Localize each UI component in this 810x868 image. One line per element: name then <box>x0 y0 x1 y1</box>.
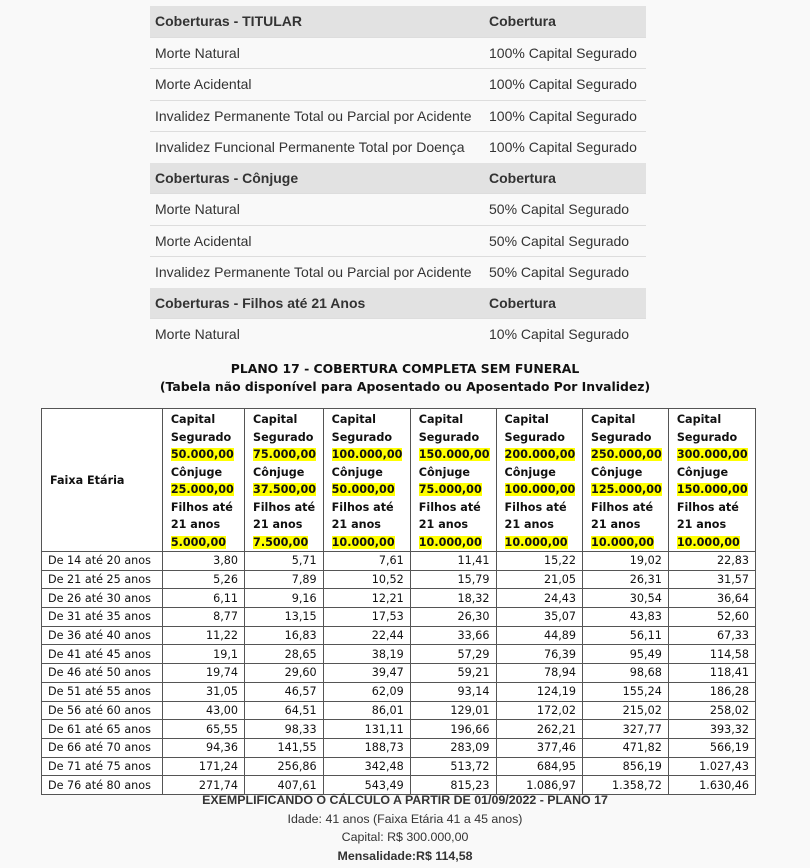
capital-amount: 250.000,00 <box>591 448 662 461</box>
plan-title: PLANO 17 - COBERTURA COMPLETA SEM FUNERAL <box>230 361 580 376</box>
monthly-price: 1.358,72 <box>583 776 669 795</box>
monthly-price: 283,09 <box>410 738 496 757</box>
monthly-price: 94,36 <box>162 738 244 757</box>
capital-amount-line <box>505 446 577 464</box>
monthly-price: 98,33 <box>245 720 324 739</box>
monthly-price: 377,46 <box>496 738 583 757</box>
monthly-price: 3,80 <box>162 552 244 571</box>
conjuge-amount: 150.000,00 <box>676 483 748 496</box>
monthly-price: 59,21 <box>410 664 496 683</box>
conjuge-label-line <box>171 464 238 482</box>
conjuge-label: Cônjuge <box>418 465 471 479</box>
conjuge-label: Cônjuge <box>504 465 556 479</box>
filhos-amount: 10.000,00 <box>591 535 655 549</box>
capital-label-line <box>591 411 662 429</box>
filhos-label-line <box>332 499 404 517</box>
coverage-name: Invalidez Permanente Total ou Parcial por Acidente <box>150 257 484 288</box>
segurado-label: Segurado <box>331 430 393 444</box>
monthly-price: 172,02 <box>496 701 583 720</box>
monthly-price: 393,32 <box>668 720 755 739</box>
monthly-price: 188,73 <box>323 738 410 757</box>
capital-label: Capital <box>676 413 722 426</box>
capital-column-header <box>583 409 669 552</box>
anos-label-line <box>171 516 238 534</box>
conjuge-amount: 75.000,00 <box>418 483 482 496</box>
anos-label: 21 anos <box>170 518 221 531</box>
anos-label-line <box>253 516 317 534</box>
monthly-price: 5,26 <box>162 570 244 589</box>
capital-label: Capital <box>253 413 298 426</box>
capital-amount: 150.000,00 <box>418 448 490 461</box>
capital-label-line <box>505 411 577 429</box>
filhos-amount-line <box>591 534 662 552</box>
monthly-price: 24,43 <box>496 589 583 608</box>
coverage-section-header <box>150 288 646 319</box>
segurado-label-line <box>171 429 238 447</box>
monthly-price: 196,66 <box>410 720 496 739</box>
monthly-price: 21,05 <box>496 570 583 589</box>
monthly-price: 13,15 <box>245 608 324 627</box>
segurado-label: Segurado <box>170 430 232 444</box>
monthly-price: 22,83 <box>668 552 755 571</box>
monthly-price: 43,00 <box>162 701 244 720</box>
capital-label-line <box>253 411 317 429</box>
capital-amount-line <box>591 446 662 464</box>
section-title: Coberturas - Cônjuge <box>150 163 484 194</box>
coverage-value: 100% Capital Segurado <box>484 100 646 132</box>
monthly-price: 52,60 <box>668 608 755 627</box>
monthly-price: 342,48 <box>323 757 410 776</box>
conjuge-amount: 25.000,00 <box>170 483 234 496</box>
monthly-price: 12,21 <box>323 589 410 608</box>
filhos-label-line <box>505 499 577 517</box>
coverage-name: Invalidez Permanente Total ou Parcial por Acidente <box>150 100 484 132</box>
filhos-label: Filhos até <box>253 500 316 514</box>
monthly-price: 46,57 <box>245 682 324 701</box>
filhos-amount-line <box>171 534 238 552</box>
monthly-price: 19,74 <box>162 664 244 683</box>
capital-label: Capital <box>418 413 464 426</box>
conjuge-amount-line <box>505 481 577 499</box>
conjuge-label-line <box>591 464 662 482</box>
capital-amount: 50.000,00 <box>170 448 234 461</box>
monthly-price: 258,02 <box>668 701 755 720</box>
coverage-section-header <box>150 163 646 194</box>
monthly-price: 31,57 <box>668 570 755 589</box>
price-row <box>42 757 756 776</box>
conjuge-label: Cônjuge <box>591 465 643 479</box>
monthly-price: 26,31 <box>583 570 669 589</box>
conjuge-amount-line <box>332 481 404 499</box>
monthly-price: 78,94 <box>496 664 583 683</box>
monthly-price: 7,89 <box>245 570 324 589</box>
capital-amount-line <box>253 446 317 464</box>
conjuge-amount: 100.000,00 <box>504 483 576 496</box>
capital-column-header <box>245 409 324 552</box>
monthly-price: 215,02 <box>583 701 669 720</box>
conjuge-label-line <box>677 464 749 482</box>
anos-label: 21 anos <box>331 518 381 531</box>
monthly-price: 6,11 <box>162 589 244 608</box>
monthly-price: 30,54 <box>583 589 669 608</box>
coverage-row <box>150 257 646 288</box>
price-row <box>42 552 756 571</box>
coverage-value: 100% Capital Segurado <box>484 132 646 163</box>
monthly-price: 262,21 <box>496 720 583 739</box>
price-row <box>42 626 756 645</box>
monthly-price: 93,14 <box>410 682 496 701</box>
monthly-price: 28,65 <box>245 645 324 664</box>
age-range: De 21 até 25 anos <box>42 570 163 589</box>
section-column-label: Cobertura <box>484 6 646 37</box>
capital-label: Capital <box>591 413 636 426</box>
conjuge-label: Cônjuge <box>253 465 305 479</box>
monthly-price: 19,1 <box>162 645 244 664</box>
coverage-name: Morte Natural <box>150 194 484 226</box>
segurado-label: Segurado <box>418 430 480 444</box>
monthly-price: 327,77 <box>583 720 669 739</box>
conjuge-amount: 50.000,00 <box>331 483 395 496</box>
monthly-price: 95,49 <box>583 645 669 664</box>
filhos-amount: 10.000,00 <box>676 535 740 549</box>
filhos-amount-line <box>677 534 749 552</box>
monthly-price: 566,19 <box>668 738 755 757</box>
anos-label: 21 anos <box>591 518 641 531</box>
monthly-price: 44,89 <box>496 626 583 645</box>
coverage-name: Invalidez Funcional Permanente Total por Doença <box>150 132 484 163</box>
coverage-row <box>150 319 646 350</box>
filhos-label: Filhos até <box>591 500 654 514</box>
filhos-label-line <box>591 499 662 517</box>
monthly-price: 1.086,97 <box>496 776 583 795</box>
age-range: De 51 até 55 anos <box>42 682 163 701</box>
conjuge-amount: 37.500,00 <box>253 483 317 496</box>
age-range: De 41 até 45 anos <box>42 645 163 664</box>
age-range: De 66 até 70 anos <box>42 738 163 757</box>
coverage-row <box>150 100 646 132</box>
capital-amount-line <box>677 446 749 464</box>
anos-label: 21 anos <box>253 518 303 531</box>
capital-label-line <box>677 411 749 429</box>
section-column-label: Cobertura <box>484 288 646 319</box>
example-title: EXEMPLIFICANDO O CÁLCULO A PARTIR DE 01/09/2022 - PLANO 17 <box>202 793 608 807</box>
anos-label: 21 anos <box>504 518 554 531</box>
monthly-price: 15,79 <box>410 570 496 589</box>
monthly-price: 856,19 <box>583 757 669 776</box>
monthly-price: 815,23 <box>410 776 496 795</box>
coverage-name: Morte Natural <box>150 37 484 69</box>
coverage-row <box>150 37 646 69</box>
segurado-label-line <box>677 429 749 447</box>
monthly-price: 11,22 <box>162 626 244 645</box>
capital-amount: 300.000,00 <box>676 448 748 461</box>
age-range: De 76 até 80 anos <box>42 776 163 795</box>
monthly-price: 684,95 <box>496 757 583 776</box>
conjuge-label-line <box>419 464 490 482</box>
monthly-price: 35,07 <box>496 608 583 627</box>
conjuge-amount-line <box>591 481 662 499</box>
coverage-value: 50% Capital Segurado <box>484 225 646 257</box>
coverage-value: 100% Capital Segurado <box>484 69 646 101</box>
price-row <box>42 608 756 627</box>
conjuge-label-line <box>332 464 404 482</box>
monthly-price: 39,47 <box>323 664 410 683</box>
coverage-value: 100% Capital Segurado <box>484 37 646 69</box>
filhos-label: Filhos até <box>676 500 739 514</box>
monthly-price: 33,66 <box>410 626 496 645</box>
monthly-price: 256,86 <box>245 757 324 776</box>
filhos-label-line <box>253 499 317 517</box>
monthly-price: 86,01 <box>323 701 410 720</box>
conjuge-label-line <box>253 464 317 482</box>
conjuge-label-line <box>505 464 577 482</box>
coverage-value: 50% Capital Segurado <box>484 257 646 288</box>
filhos-amount: 10.000,00 <box>418 535 482 549</box>
age-range-header: Faixa Etária <box>42 409 163 552</box>
monthly-price: 271,74 <box>162 776 244 795</box>
monthly-price: 36,64 <box>668 589 755 608</box>
age-range: De 36 até 40 anos <box>42 626 163 645</box>
example-calculation <box>0 791 810 865</box>
filhos-amount-line <box>253 534 317 552</box>
age-range: De 14 até 20 anos <box>42 552 163 571</box>
monthly-price: 26,30 <box>410 608 496 627</box>
capital-amount: 100.000,00 <box>331 448 403 461</box>
section-column-label: Cobertura <box>484 163 646 194</box>
coverage-row <box>150 194 646 226</box>
filhos-label-line <box>677 499 749 517</box>
monthly-price: 56,11 <box>583 626 669 645</box>
capital-column-header <box>323 409 410 552</box>
monthly-price: 155,24 <box>583 682 669 701</box>
monthly-price: 67,33 <box>668 626 755 645</box>
conjuge-amount-line <box>171 481 238 499</box>
capital-amount-line <box>171 446 238 464</box>
monthly-price: 5,71 <box>245 552 324 571</box>
segurado-label-line <box>505 429 577 447</box>
age-range: De 26 até 30 anos <box>42 589 163 608</box>
plan-title-block <box>0 360 810 396</box>
filhos-amount-line <box>505 534 577 552</box>
segurado-label: Segurado <box>253 430 314 444</box>
monthly-price: 98,68 <box>583 664 669 683</box>
conjuge-amount-line <box>253 481 317 499</box>
segurado-label-line <box>253 429 317 447</box>
capital-amount-line <box>419 446 490 464</box>
capital-label: Capital <box>331 413 376 426</box>
capital-label: Capital <box>170 413 216 426</box>
monthly-price: 19,02 <box>583 552 669 571</box>
segurado-label-line <box>591 429 662 447</box>
coverage-name: Morte Natural <box>150 319 484 350</box>
monthly-price: 186,28 <box>668 682 755 701</box>
conjuge-amount: 125.000,00 <box>591 483 662 496</box>
monthly-price: 1.630,46 <box>668 776 755 795</box>
coverage-name: Morte Acidental <box>150 225 484 257</box>
filhos-label: Filhos até <box>331 500 394 514</box>
capital-column-header <box>496 409 583 552</box>
filhos-amount: 7.500,00 <box>253 535 309 549</box>
price-row <box>42 589 756 608</box>
monthly-price: 31,05 <box>162 682 244 701</box>
monthly-price: 118,41 <box>668 664 755 683</box>
conjuge-label: Cônjuge <box>331 465 383 479</box>
filhos-label: Filhos até <box>418 500 481 514</box>
coverage-value: 10% Capital Segurado <box>484 319 646 350</box>
monthly-price: 171,24 <box>162 757 244 776</box>
monthly-price: 471,82 <box>583 738 669 757</box>
price-row <box>42 738 756 757</box>
monthly-price: 114,58 <box>668 645 755 664</box>
capital-label-line <box>419 411 490 429</box>
segurado-label: Segurado <box>676 430 738 444</box>
monthly-price: 407,61 <box>245 776 324 795</box>
monthly-price: 124,19 <box>496 682 583 701</box>
monthly-price: 9,16 <box>245 589 324 608</box>
filhos-amount: 10.000,00 <box>504 535 568 549</box>
coverage-row <box>150 132 646 163</box>
price-table-header-row <box>42 409 756 552</box>
monthly-price: 17,53 <box>323 608 410 627</box>
monthly-price: 64,51 <box>245 701 324 720</box>
price-table <box>41 408 756 795</box>
filhos-amount: 5.000,00 <box>170 535 227 549</box>
conjuge-label: Cônjuge <box>170 465 223 479</box>
coverage-row <box>150 225 646 257</box>
section-title: Coberturas - TITULAR <box>150 6 484 37</box>
monthly-price: 43,83 <box>583 608 669 627</box>
anos-label-line <box>505 516 577 534</box>
coverage-section-header <box>150 6 646 37</box>
price-row <box>42 701 756 720</box>
monthly-price: 18,32 <box>410 589 496 608</box>
anos-label: 21 anos <box>676 518 727 531</box>
coverage-row <box>150 69 646 101</box>
segurado-label-line <box>332 429 404 447</box>
monthly-price: 65,55 <box>162 720 244 739</box>
monthly-price: 29,60 <box>245 664 324 683</box>
price-row <box>42 682 756 701</box>
filhos-label: Filhos até <box>504 500 567 514</box>
monthly-price: 16,83 <box>245 626 324 645</box>
conjuge-label: Cônjuge <box>676 465 729 479</box>
filhos-amount-line <box>419 534 490 552</box>
example-monthly-fee: Mensalidade:R$ 114,58 <box>337 848 473 863</box>
age-range: De 71 até 75 anos <box>42 757 163 776</box>
plan-subtitle: (Tabela não disponível para Aposentado ou Aposentado Por Invalidez) <box>159 379 651 394</box>
example-capital: Capital: R$ 300.000,00 <box>341 830 469 844</box>
monthly-price: 1.027,43 <box>668 757 755 776</box>
anos-label-line <box>332 516 404 534</box>
monthly-price: 131,11 <box>323 720 410 739</box>
price-row <box>42 645 756 664</box>
price-row <box>42 570 756 589</box>
price-row <box>42 720 756 739</box>
coverage-name: Morte Acidental <box>150 69 484 101</box>
monthly-price: 15,22 <box>496 552 583 571</box>
capital-amount: 200.000,00 <box>504 448 576 461</box>
monthly-price: 8,77 <box>162 608 244 627</box>
monthly-price: 62,09 <box>323 682 410 701</box>
price-row <box>42 664 756 683</box>
conjuge-amount-line <box>419 481 490 499</box>
monthly-price: 513,72 <box>410 757 496 776</box>
anos-label-line <box>419 516 490 534</box>
anos-label: 21 anos <box>418 518 469 531</box>
capital-column-header <box>162 409 244 552</box>
monthly-price: 38,19 <box>323 645 410 664</box>
coverage-value: 50% Capital Segurado <box>484 194 646 226</box>
anos-label-line <box>591 516 662 534</box>
age-range: De 61 até 65 anos <box>42 720 163 739</box>
filhos-label-line <box>171 499 238 517</box>
section-title: Coberturas - Filhos até 21 Anos <box>150 288 484 319</box>
capital-label-line <box>171 411 238 429</box>
monthly-price: 22,44 <box>323 626 410 645</box>
filhos-label: Filhos até <box>170 500 233 514</box>
monthly-price: 543,49 <box>323 776 410 795</box>
monthly-price: 10,52 <box>323 570 410 589</box>
capital-label-line <box>332 411 404 429</box>
filhos-label-line <box>419 499 490 517</box>
monthly-price: 129,01 <box>410 701 496 720</box>
capital-column-header <box>410 409 496 552</box>
segurado-label: Segurado <box>591 430 652 444</box>
conjuge-amount-line <box>677 481 749 499</box>
filhos-amount: 10.000,00 <box>331 535 395 549</box>
monthly-price: 141,55 <box>245 738 324 757</box>
example-age: Idade: 41 anos (Faixa Etária 41 a 45 anos) <box>287 811 523 826</box>
anos-label-line <box>677 516 749 534</box>
monthly-price: 11,41 <box>410 552 496 571</box>
monthly-price: 76,39 <box>496 645 583 664</box>
capital-amount-line <box>332 446 404 464</box>
segurado-label-line <box>419 429 490 447</box>
age-range: De 46 até 50 anos <box>42 664 163 683</box>
capital-label: Capital <box>504 413 549 426</box>
monthly-price: 57,29 <box>410 645 496 664</box>
coverage-table <box>150 6 646 350</box>
capital-column-header <box>668 409 755 552</box>
segurado-label: Segurado <box>504 430 565 444</box>
age-range: De 31 até 35 anos <box>42 608 163 627</box>
capital-amount: 75.000,00 <box>253 448 317 461</box>
age-range: De 56 até 60 anos <box>42 701 163 720</box>
monthly-price: 7,61 <box>323 552 410 571</box>
filhos-amount-line <box>332 534 404 552</box>
